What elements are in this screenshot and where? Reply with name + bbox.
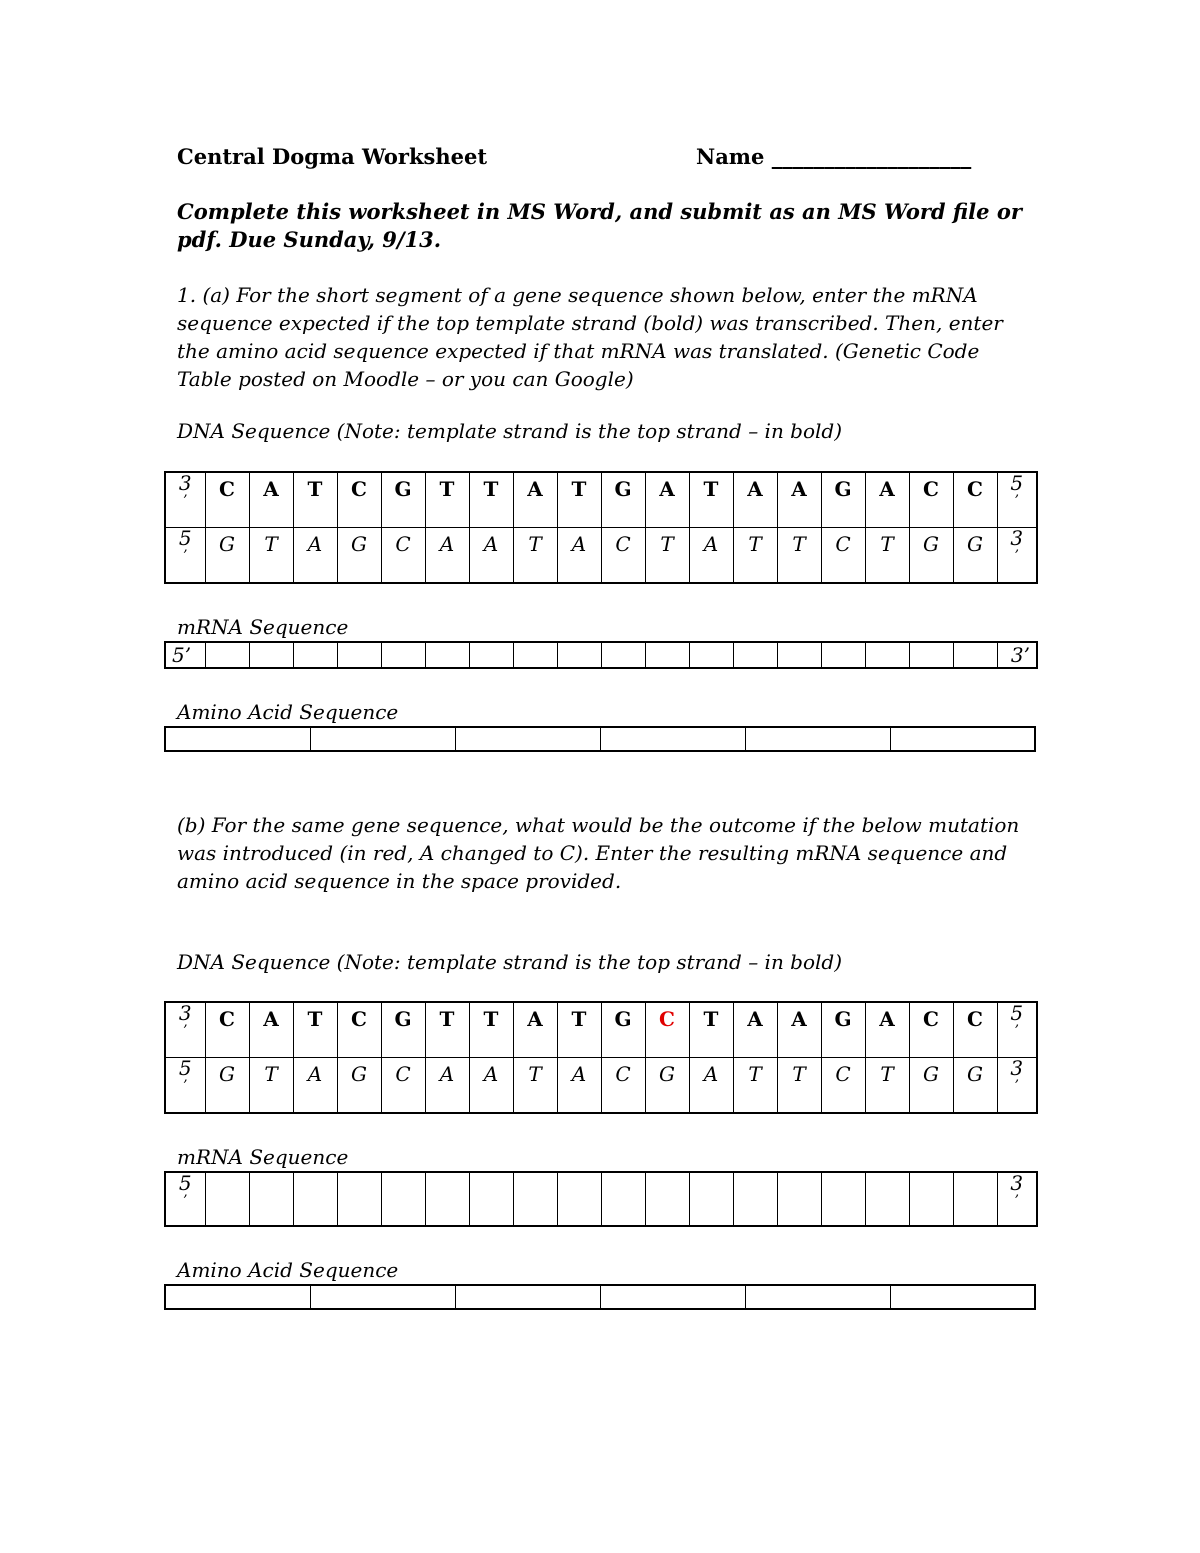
amino-acid-blank-cell[interactable] xyxy=(165,727,310,751)
coding-base: A xyxy=(703,532,719,556)
base-cell xyxy=(689,528,733,584)
mrna-blank-cell[interactable] xyxy=(557,642,601,668)
template-base: T xyxy=(307,1007,323,1031)
amino-label-a: Amino Acid Sequence xyxy=(177,700,399,724)
amino-label-b: Amino Acid Sequence xyxy=(177,1258,399,1282)
template-base: G xyxy=(834,1007,852,1031)
base-cell xyxy=(205,1002,249,1058)
dna-sequence-table-b xyxy=(164,1001,1038,1114)
base-cell xyxy=(381,528,425,584)
base-cell xyxy=(205,528,249,584)
coding-base: C xyxy=(395,1062,411,1086)
base-cell xyxy=(909,528,953,584)
coding-base: T xyxy=(528,532,542,556)
base-cell xyxy=(689,472,733,528)
strand-end-3prime xyxy=(997,528,1037,584)
coding-base: C xyxy=(395,532,411,556)
mrna-blank-cell[interactable] xyxy=(909,1172,953,1226)
coding-base: T xyxy=(792,532,806,556)
base-cell xyxy=(601,528,645,584)
coding-base: G xyxy=(923,1062,939,1086)
base-cell xyxy=(601,472,645,528)
coding-base: A xyxy=(439,532,455,556)
base-cell xyxy=(293,1058,337,1114)
mrna-3prime: 3’ xyxy=(997,642,1037,668)
base-cell xyxy=(689,1002,733,1058)
base-cell xyxy=(733,528,777,584)
template-base: A xyxy=(263,1007,279,1031)
mrna-blank-cell[interactable] xyxy=(293,1172,337,1226)
question-1a: 1. (a) For the short segment of a gene sequence shown below, enter the mRNA sequence expected if the top template strand (bold) was transcribed. Then, enter the amino acid sequence expected if that mRNA was translated. (Genetic Code Table posted on Moodle – or you can Google) xyxy=(177,283,1003,391)
base-cell xyxy=(645,472,689,528)
base-cell xyxy=(689,1058,733,1114)
base-cell xyxy=(909,1058,953,1114)
coding-base: G xyxy=(659,1062,675,1086)
base-cell xyxy=(557,1002,601,1058)
mrna-blank-cell[interactable] xyxy=(689,642,733,668)
template-base: A xyxy=(879,1007,895,1031)
base-cell xyxy=(381,1002,425,1058)
mrna-blank-cell[interactable] xyxy=(909,642,953,668)
mrna-sequence-table-b[interactable] xyxy=(164,1171,1038,1227)
amino-acid-blank-cell[interactable] xyxy=(310,1285,455,1309)
coding-base: C xyxy=(615,1062,631,1086)
amino-acid-blank-cell[interactable] xyxy=(165,1285,310,1309)
mrna-blank-cell[interactable] xyxy=(513,1172,557,1226)
base-cell xyxy=(777,1002,821,1058)
strand-end-3prime-number: 3 xyxy=(1010,1057,1024,1080)
base-cell xyxy=(557,528,601,584)
base-cell xyxy=(821,1002,865,1058)
coding-base: T xyxy=(528,1062,542,1086)
mrna-5prime: 5’ xyxy=(165,642,205,668)
base-cell xyxy=(645,1058,689,1114)
template-base: A xyxy=(879,477,895,501)
strand-end-5prime xyxy=(165,528,205,584)
mrna-blank-cell[interactable] xyxy=(425,642,469,668)
template-base: C xyxy=(351,1007,367,1031)
mrna-blank-cell[interactable] xyxy=(953,1172,997,1226)
base-cell xyxy=(865,528,909,584)
dna-label-a: DNA Sequence (Note: template strand is the top strand – in bold) xyxy=(177,419,843,443)
strand-end-5prime-prime-mark: ’ xyxy=(183,548,188,564)
template-base: C xyxy=(923,1007,939,1031)
template-base: A xyxy=(747,477,763,501)
mrna-blank-cell[interactable] xyxy=(821,642,865,668)
coding-base: T xyxy=(660,532,674,556)
mrna-blank-cell[interactable] xyxy=(469,642,513,668)
template-base: G xyxy=(394,1007,412,1031)
base-cell xyxy=(337,1058,381,1114)
base-cell xyxy=(249,1002,293,1058)
mrna-end-3prime-prime-mark: ’ xyxy=(1014,1193,1019,1209)
base-cell xyxy=(953,472,997,528)
mrna-blank-cell[interactable] xyxy=(205,642,249,668)
mrna-blank-cell[interactable] xyxy=(249,1172,293,1226)
mutated-base: C xyxy=(659,1007,675,1031)
mrna-blank-cell[interactable] xyxy=(865,642,909,668)
coding-base: T xyxy=(792,1062,806,1086)
base-cell xyxy=(821,1058,865,1114)
strand-end-3prime xyxy=(165,472,205,528)
coding-base: A xyxy=(307,532,323,556)
mrna-blank-cell[interactable] xyxy=(689,1172,733,1226)
base-cell xyxy=(469,472,513,528)
strand-end-5prime-prime-mark: ’ xyxy=(1014,1023,1019,1039)
base-cell xyxy=(469,528,513,584)
mrna-blank-cell[interactable] xyxy=(645,642,689,668)
coding-base: C xyxy=(615,532,631,556)
template-base: T xyxy=(703,477,719,501)
coding-base: G xyxy=(219,532,235,556)
mrna-blank-cell[interactable] xyxy=(293,642,337,668)
mrna-blank-cell[interactable] xyxy=(601,1172,645,1226)
coding-base: T xyxy=(880,532,894,556)
template-base: C xyxy=(923,477,939,501)
mrna-blank-cell[interactable] xyxy=(425,1172,469,1226)
coding-base: A xyxy=(439,1062,455,1086)
mrna-blank-cell[interactable] xyxy=(205,1172,249,1226)
instructions: Complete this worksheet in MS Word, and submit as an MS Word file or pdf. Due Sunday, 9/13. xyxy=(177,199,1022,252)
mrna-label-a: mRNA Sequence xyxy=(177,615,349,639)
base-cell xyxy=(821,528,865,584)
mrna-blank-cell[interactable] xyxy=(821,1172,865,1226)
amino-acid-blank-cell[interactable] xyxy=(890,1285,1035,1309)
base-cell xyxy=(513,1002,557,1058)
coding-base: A xyxy=(483,532,499,556)
template-base: T xyxy=(307,477,323,501)
base-cell xyxy=(865,1058,909,1114)
mrna-blank-cell[interactable] xyxy=(337,1172,381,1226)
base-cell xyxy=(909,472,953,528)
coding-base: A xyxy=(571,532,587,556)
template-base: T xyxy=(483,1007,499,1031)
mrna-sequence-table-a[interactable] xyxy=(164,641,1038,669)
coding-base: G xyxy=(967,532,983,556)
amino-acid-blank-cell[interactable] xyxy=(745,1285,890,1309)
strand-end-3prime-prime-mark: ’ xyxy=(183,1023,188,1039)
base-cell xyxy=(645,528,689,584)
base-cell xyxy=(865,1002,909,1058)
base-cell xyxy=(381,472,425,528)
strand-end-5prime-number: 5 xyxy=(1010,472,1024,495)
question-1b: (b) For the same gene sequence, what would be the outcome if the below mutation was introduced (in red, A changed to C). Enter the resulting mRNA sequence and amino acid sequence in the space provided. xyxy=(177,813,1020,893)
strand-end-5prime-number: 5 xyxy=(1010,1002,1024,1025)
base-cell xyxy=(425,528,469,584)
base-cell xyxy=(733,1058,777,1114)
base-cell xyxy=(425,1058,469,1114)
base-cell xyxy=(777,472,821,528)
coding-base: C xyxy=(835,1062,851,1086)
base-cell xyxy=(337,1002,381,1058)
base-cell xyxy=(733,1002,777,1058)
mrna-blank-cell[interactable] xyxy=(557,1172,601,1226)
base-cell xyxy=(953,528,997,584)
coding-base: T xyxy=(748,532,762,556)
mrna-end-5prime xyxy=(165,1172,205,1226)
base-cell xyxy=(293,472,337,528)
strand-end-5prime-number: 5 xyxy=(178,1057,192,1080)
coding-strand-row xyxy=(165,1058,1037,1114)
dna-sequence-table-a xyxy=(164,471,1038,584)
template-base: C xyxy=(219,477,235,501)
mrna-end-5prime-number: 5 xyxy=(178,1172,192,1195)
template-base: T xyxy=(703,1007,719,1031)
base-cell xyxy=(425,472,469,528)
mrna-end-3prime xyxy=(997,1172,1037,1226)
template-base: C xyxy=(351,477,367,501)
mrna-blank-cell[interactable] xyxy=(513,642,557,668)
template-base: G xyxy=(614,477,632,501)
coding-base: T xyxy=(748,1062,762,1086)
amino-acid-blank-cell[interactable] xyxy=(455,1285,600,1309)
mrna-blank-cell[interactable] xyxy=(777,642,821,668)
coding-base: T xyxy=(880,1062,894,1086)
coding-base: A xyxy=(307,1062,323,1086)
coding-base: C xyxy=(835,532,851,556)
template-base: A xyxy=(791,1007,807,1031)
amino-acid-blank-cell[interactable] xyxy=(745,727,890,751)
base-cell xyxy=(953,1058,997,1114)
strand-end-3prime-number: 3 xyxy=(178,1002,192,1025)
strand-end-5prime xyxy=(165,1058,205,1114)
mrna-end-3prime-number: 3 xyxy=(1010,1172,1024,1195)
template-base: T xyxy=(571,477,587,501)
base-cell xyxy=(381,1058,425,1114)
coding-base: A xyxy=(483,1062,499,1086)
coding-base: T xyxy=(264,532,278,556)
template-base: C xyxy=(219,1007,235,1031)
base-cell xyxy=(601,1058,645,1114)
coding-base: A xyxy=(703,1062,719,1086)
template-base: A xyxy=(747,1007,763,1031)
base-cell xyxy=(601,1002,645,1058)
mrna-blank-cell[interactable] xyxy=(645,1172,689,1226)
strand-end-5prime-number: 5 xyxy=(178,527,192,550)
mrna-blank-cell[interactable] xyxy=(381,642,425,668)
strand-end-5prime xyxy=(997,472,1037,528)
amino-acid-blank-cell[interactable] xyxy=(600,1285,745,1309)
base-cell xyxy=(293,1002,337,1058)
base-cell xyxy=(205,1058,249,1114)
base-cell xyxy=(513,528,557,584)
base-cell xyxy=(337,472,381,528)
strand-end-5prime xyxy=(997,1002,1037,1058)
template-base: G xyxy=(394,477,412,501)
template-base: T xyxy=(439,1007,455,1031)
base-cell xyxy=(645,1002,689,1058)
coding-strand-row xyxy=(165,528,1037,584)
dna-label-b: DNA Sequence (Note: template strand is the top strand – in bold) xyxy=(177,950,843,974)
coding-base: G xyxy=(219,1062,235,1086)
base-cell xyxy=(513,1058,557,1114)
mrna-end-5prime-prime-mark: ’ xyxy=(183,1193,188,1209)
template-base: G xyxy=(614,1007,632,1031)
mrna-blank-cell[interactable] xyxy=(601,642,645,668)
template-base: T xyxy=(483,477,499,501)
base-cell xyxy=(909,1002,953,1058)
base-cell xyxy=(249,1058,293,1114)
base-cell xyxy=(337,528,381,584)
strand-end-3prime-number: 3 xyxy=(1010,527,1024,550)
template-base: A xyxy=(263,477,279,501)
template-base: A xyxy=(659,477,675,501)
template-base: G xyxy=(834,477,852,501)
base-cell xyxy=(249,528,293,584)
base-cell xyxy=(469,1058,513,1114)
base-cell xyxy=(733,472,777,528)
base-cell xyxy=(249,472,293,528)
mrna-blank-cell[interactable] xyxy=(337,642,381,668)
mrna-blank-cell[interactable] xyxy=(733,1172,777,1226)
base-cell xyxy=(557,1058,601,1114)
amino-acid-blank-cell[interactable] xyxy=(890,727,1035,751)
strand-end-3prime-number: 3 xyxy=(178,472,192,495)
base-cell xyxy=(293,528,337,584)
base-cell xyxy=(865,472,909,528)
strand-end-3prime-prime-mark: ’ xyxy=(1014,548,1019,564)
name-field-label: Name ___________________ xyxy=(696,144,972,169)
base-cell xyxy=(557,472,601,528)
mrna-blank-cell[interactable] xyxy=(953,642,997,668)
coding-base: G xyxy=(967,1062,983,1086)
mrna-blank-cell[interactable] xyxy=(381,1172,425,1226)
strand-end-3prime xyxy=(165,1002,205,1058)
coding-base: T xyxy=(264,1062,278,1086)
mrna-blank-cell[interactable] xyxy=(777,1172,821,1226)
strand-end-3prime xyxy=(997,1058,1037,1114)
mrna-label-b: mRNA Sequence xyxy=(177,1145,349,1169)
template-base: T xyxy=(439,477,455,501)
base-cell xyxy=(821,472,865,528)
strand-end-3prime-prime-mark: ’ xyxy=(183,493,188,509)
strand-end-5prime-prime-mark: ’ xyxy=(1014,493,1019,509)
base-cell xyxy=(953,1002,997,1058)
mrna-blank-cell[interactable] xyxy=(469,1172,513,1226)
amino-acid-blank-cell[interactable] xyxy=(600,727,745,751)
strand-end-5prime-prime-mark: ’ xyxy=(183,1078,188,1094)
base-cell xyxy=(777,1058,821,1114)
template-base: C xyxy=(967,477,983,501)
amino-acid-table-a[interactable] xyxy=(164,726,1036,752)
coding-base: G xyxy=(351,532,367,556)
template-strand-row xyxy=(165,472,1037,528)
coding-base: G xyxy=(923,532,939,556)
template-base: A xyxy=(527,1007,543,1031)
template-base: A xyxy=(527,477,543,501)
amino-acid-table-b[interactable] xyxy=(164,1284,1036,1310)
mrna-blank-cell[interactable] xyxy=(865,1172,909,1226)
base-cell xyxy=(469,1002,513,1058)
page-title: Central Dogma Worksheet xyxy=(177,144,488,169)
template-strand-row xyxy=(165,1002,1037,1058)
coding-base: A xyxy=(571,1062,587,1086)
strand-end-3prime-prime-mark: ’ xyxy=(1014,1078,1019,1094)
amino-acid-blank-cell[interactable] xyxy=(310,727,455,751)
coding-base: G xyxy=(351,1062,367,1086)
base-cell xyxy=(777,528,821,584)
template-base: A xyxy=(791,477,807,501)
mrna-blank-cell[interactable] xyxy=(249,642,293,668)
base-cell xyxy=(425,1002,469,1058)
template-base: T xyxy=(571,1007,587,1031)
amino-acid-blank-cell[interactable] xyxy=(455,727,600,751)
template-base: C xyxy=(967,1007,983,1031)
mrna-blank-cell[interactable] xyxy=(733,642,777,668)
base-cell xyxy=(205,472,249,528)
base-cell xyxy=(513,472,557,528)
